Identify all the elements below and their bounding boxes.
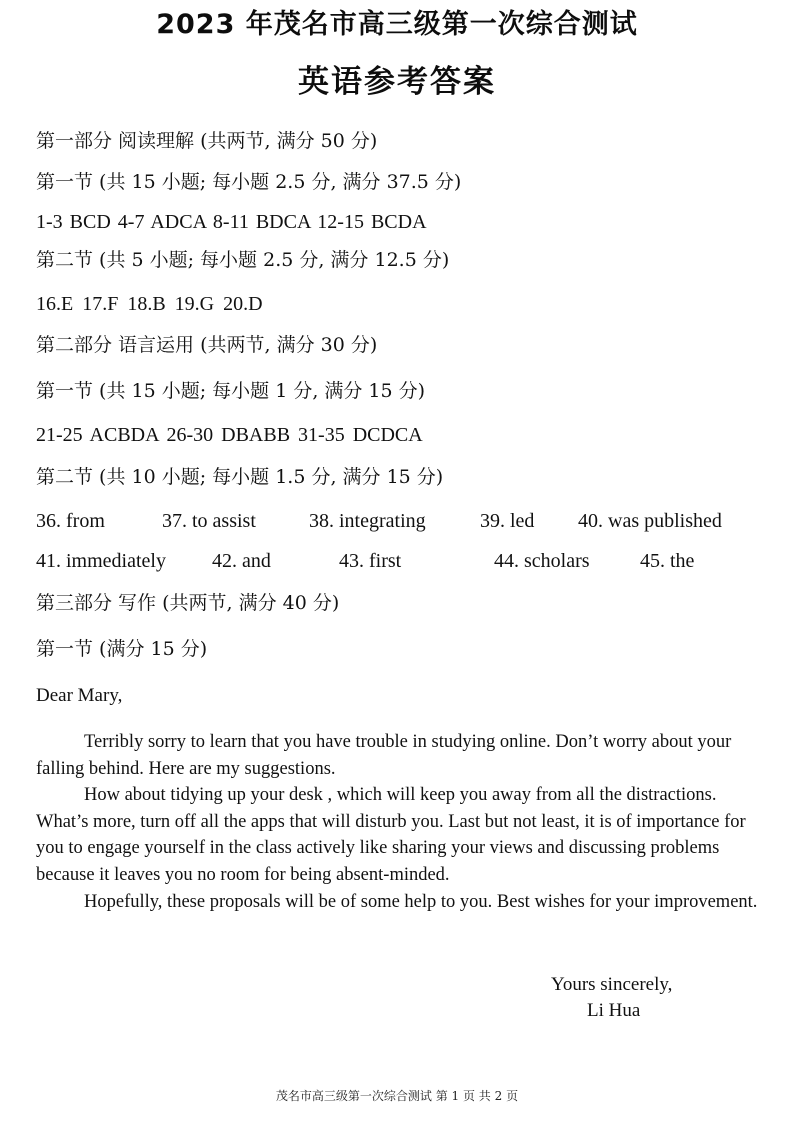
- grammar-answer: 42. and: [212, 550, 271, 572]
- letter-signature: Li Hua: [587, 1000, 641, 1021]
- part2-section1-answers: 21-25 ACBDA 26-30 DBABB 31-35 DCDCA: [36, 424, 423, 446]
- document-title: 2023 年茂名市高三级第一次综合测试: [156, 9, 638, 40]
- letter-paragraph: Terribly sorry to learn that you have trouble in studying online. Don’t worry about your falling behind. Here are my suggestions.: [36, 732, 732, 779]
- grammar-answer: 37. to assist: [162, 510, 256, 532]
- grammar-answer: 43. first: [339, 550, 402, 572]
- letter-greeting: Dear Mary,: [36, 685, 123, 706]
- part1-section1-heading: 第一节 (共 15 小题; 每小题 2.5 分, 满分 37.5 分): [36, 171, 462, 193]
- part1-heading: 第一部分 阅读理解 (共两节, 满分 50 分): [36, 130, 378, 152]
- letter-paragraph: Hopefully, these proposals will be of some help to you. Best wishes for your improvement.: [84, 891, 758, 912]
- letter-paragraph: How about tidying up your desk , which will keep you away from all the distractions. What’s more, turn off all the apps that will disturb you. Last but not least, it is of importance for you to engage yourself in the class actively like sharing your views and discussing problems because it leaves you no room for being absent-minded.: [36, 785, 746, 885]
- letter-closing: Yours sincerely,: [551, 974, 673, 995]
- grammar-answer: 40. was published: [578, 510, 722, 532]
- part1-section2-answers: 16.E 17.F 18.B 19.G 20.D: [36, 293, 263, 315]
- part3-heading: 第三部分 写作 (共两节, 满分 40 分): [36, 592, 340, 614]
- page-footer: 茂名市高三级第一次综合测试 第 1 页 共 2 页: [275, 1089, 519, 1103]
- grammar-answer: 41. immediately: [36, 550, 166, 572]
- part1-section1-answers: 1-3 BCD 4-7 ADCA 8-11 BDCA 12-15 BCDA: [36, 211, 427, 233]
- part2-section2-heading: 第二节 (共 10 小题; 每小题 1.5 分, 满分 15 分): [36, 466, 444, 488]
- grammar-answer: 45. the: [640, 550, 695, 572]
- part3-section1-heading: 第一节 (满分 15 分): [36, 638, 208, 660]
- part2-section1-heading: 第一节 (共 15 小题; 每小题 1 分, 满分 15 分): [36, 380, 426, 402]
- part2-heading: 第二部分 语言运用 (共两节, 满分 30 分): [36, 334, 378, 356]
- grammar-answer: 39. led: [480, 510, 535, 532]
- grammar-answer: 36. from: [36, 510, 105, 532]
- document-subtitle: 英语参考答案: [298, 64, 496, 100]
- letter-body: [36, 729, 758, 915]
- grammar-answer: 44. scholars: [494, 550, 590, 572]
- part1-section2-heading: 第二节 (共 5 小题; 每小题 2.5 分, 满分 12.5 分): [36, 249, 450, 271]
- grammar-answer: 38. integrating: [309, 510, 426, 532]
